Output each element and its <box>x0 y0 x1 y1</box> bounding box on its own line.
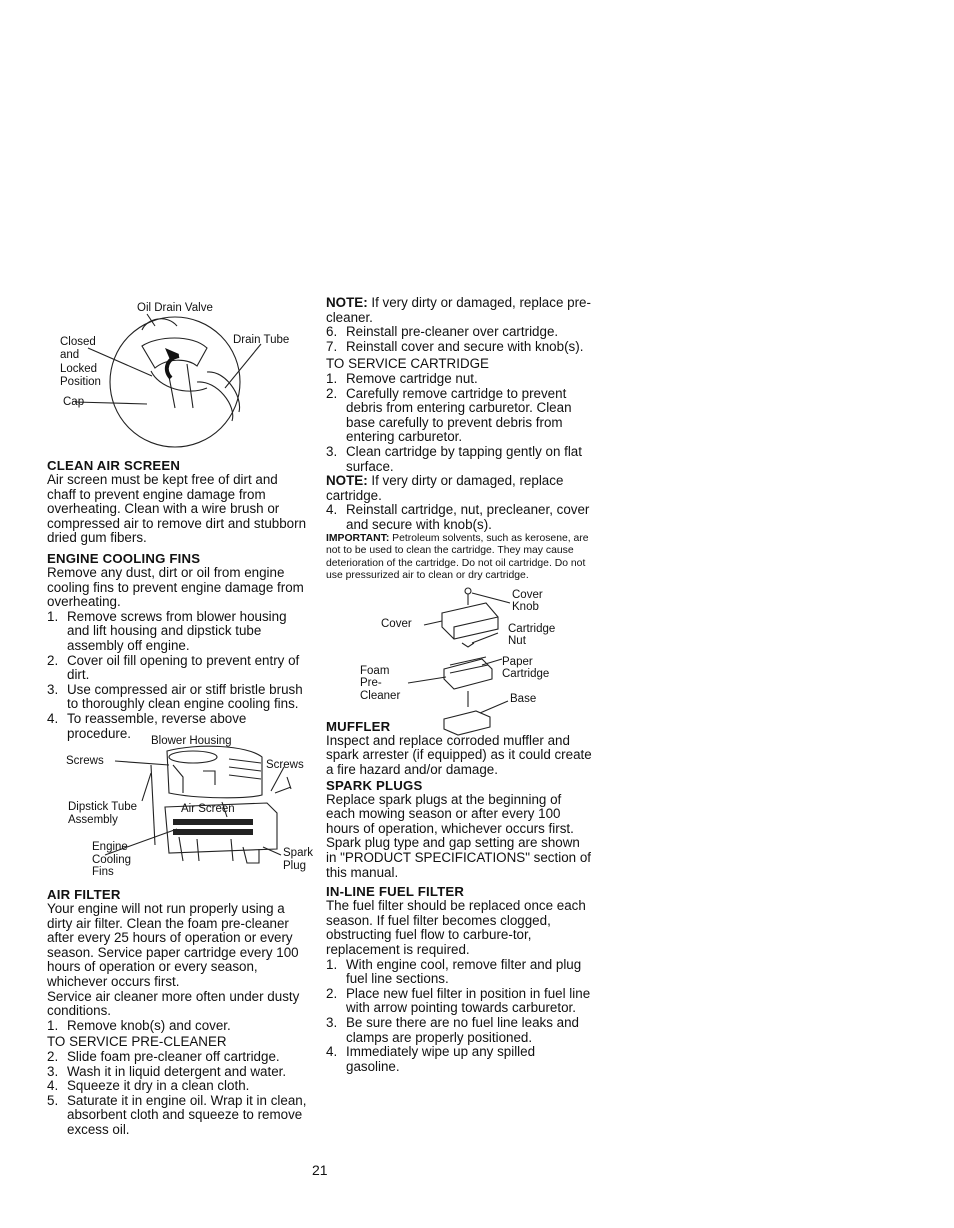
pre-cleaner-subhead: TO SERVICE PRE-CLEANER <box>47 1034 227 1050</box>
engine-cooling-fins-label: Engine Cooling Fins <box>92 841 131 879</box>
fuel-filter-body: The fuel filter should be replaced once each season. If fuel filter becomes clogged, obstructing fuel flow to carbure-tor, replacement is required. <box>326 898 586 957</box>
spark-plug-label: Spark Plug <box>283 847 314 872</box>
muffler-heading: MUFFLER <box>326 718 391 734</box>
spark-plugs-body: Replace spark plugs at the beginning of each mowing season or after every 100 hours of operation, whichever occurs first. Spark plug type and gap setting are shown in "PRODUCT SPECIFICATIONS" section of this manual. <box>326 791 591 880</box>
list-item: 1. Remove cartridge nut. <box>326 370 478 386</box>
oil-drain-valve-label: Oil Drain Valve <box>137 302 213 314</box>
cartridge-reinstall-step <box>326 503 592 532</box>
clean-air-screen-body: Air screen must be kept free of dirt and chaff to prevent engine damage from overheating. Clean with a wire brush or compressed air to remove dirt and stubborn dried gum fibers. <box>47 472 307 546</box>
cooling-fins-steps <box>47 610 309 741</box>
list-item: 2. Slide foam pre-cleaner off cartridge. <box>47 1049 280 1065</box>
fuel-filter-heading: IN-LINE FUEL FILTER <box>326 884 465 900</box>
paper-cartridge-label: Paper Cartridge <box>502 655 550 681</box>
list-item: 4. Squeeze it dry in a clean cloth. <box>47 1078 250 1094</box>
drain-tube-label: Drain Tube <box>233 334 290 346</box>
cartridge-nut-label: Cartridge Nut <box>508 622 556 648</box>
air-filter-heading: AIR FILTER <box>47 887 121 903</box>
air-filter-body-2: Service air cleaner more often under dusty conditions. <box>47 988 300 1019</box>
cartridge-steps <box>326 372 592 474</box>
important-notice: IMPORTANT: Petroleum solvents, such as kerosene, are not to be used to clean the cartridge. They may cause deterioration of the cartridge. Do not oil cartridge. Do not use pressurized air to clean or dry cartridge. <box>326 532 589 582</box>
list-item: 4. Immediately wipe up any spilled gasoline. <box>326 1044 536 1074</box>
base-label: Base <box>510 692 537 705</box>
air-cleaner-diagram <box>326 583 592 733</box>
service-cartridge-subhead: TO SERVICE CARTRIDGE <box>326 356 489 372</box>
left-column <box>47 296 314 1138</box>
foam-pre-cleaner-label: Foam Pre-Cleaner <box>360 664 401 702</box>
list-item: 3. Use compressed air or stiff bristle brush to thoroughly clean engine cooling fins. <box>47 681 303 712</box>
dipstick-tube-label: Dipstick Tube Assembly <box>68 801 138 826</box>
pre-cleaner-steps <box>47 1050 309 1138</box>
list-item: 2. Cover oil fill opening to prevent entry of dirt. <box>47 652 300 683</box>
reinstall-steps <box>326 325 592 354</box>
list-item: 7. Reinstall cover and secure with knob(s). <box>326 338 584 354</box>
list-item: 3. Clean cartridge by tapping gently on flat surface. <box>326 443 582 474</box>
note-pre-cleaner: NOTE: If very dirty or damaged, replace pre-cleaner. <box>326 295 591 325</box>
closed-locked-label: Closed and Locked Position <box>60 336 101 388</box>
list-item: 1. Remove knob(s) and cover. <box>47 1017 231 1033</box>
blower-housing-diagram <box>47 735 314 887</box>
cover-label: Cover <box>381 617 412 630</box>
air-screen-label: Air Screen <box>181 803 235 816</box>
cap-label: Cap <box>63 396 85 408</box>
fuel-filter-steps <box>326 958 592 1075</box>
page-number: 21 <box>312 1162 328 1178</box>
list-item: 2. Place new fuel filter in position in fuel line with arrow pointing towards carburetor. <box>326 985 591 1016</box>
list-item: 5. Saturate it in engine oil. Wrap it in clean, absorbent cloth and squeeze to remove excess oil. <box>47 1092 307 1137</box>
list-item: 1. Remove screws from blower housing and lift housing and dipstick tube assembly off engine. <box>47 608 287 653</box>
list-item: 2. Carefully remove cartridge to prevent debris from entering carburetor. Clean base carefully to prevent debris from entering carburetor. <box>326 385 572 445</box>
list-item: 3. Wash it in liquid detergent and water. <box>47 1063 287 1079</box>
oil-drain-diagram <box>47 296 309 458</box>
list-item: 4. Reinstall cartridge, nut, precleaner, cover and secure with knob(s). <box>326 502 590 532</box>
blower-housing-label: Blower Housing <box>151 735 232 748</box>
list-item: 6. Reinstall pre-cleaner over cartridge. <box>326 324 559 340</box>
air-filter-step-1 <box>47 1019 309 1034</box>
list-item: 1. With engine cool, remove filter and plug fuel line sections. <box>326 956 582 987</box>
clean-air-screen-heading: CLEAN AIR SCREEN <box>47 458 181 473</box>
list-item: 4. To reassemble, reverse above procedure. <box>47 710 247 741</box>
note-cartridge: NOTE: If very dirty or damaged, replace cartridge. <box>326 473 564 503</box>
screws-right-label: Screws <box>266 759 304 772</box>
engine-cooling-fins-heading: ENGINE COOLING FINS <box>47 550 201 566</box>
cover-knob-label: Cover Knob <box>512 588 543 614</box>
engine-cooling-fins-body: Remove any dust, dirt or oil from engine cooling fins to prevent engine damage from overheating. <box>47 564 304 610</box>
muffler-body: Inspect and replace corroded muffler and spark arrester (if equipped) as it could create a fire hazard and/or damage. <box>326 732 592 778</box>
spark-plugs-heading: SPARK PLUGS <box>326 777 423 793</box>
air-filter-body: Your engine will not run properly using a dirty air filter. Clean the foam pre-cleaner after every 25 hours of operation or every season. Service paper cartridge every 100 hours of operation or every season, whichever occurs first. <box>47 901 299 990</box>
list-item: 3. Be sure there are no fuel line leaks and clamps are properly positioned. <box>326 1014 579 1045</box>
screws-left-label: Screws <box>66 755 104 768</box>
right-column <box>326 296 592 1074</box>
